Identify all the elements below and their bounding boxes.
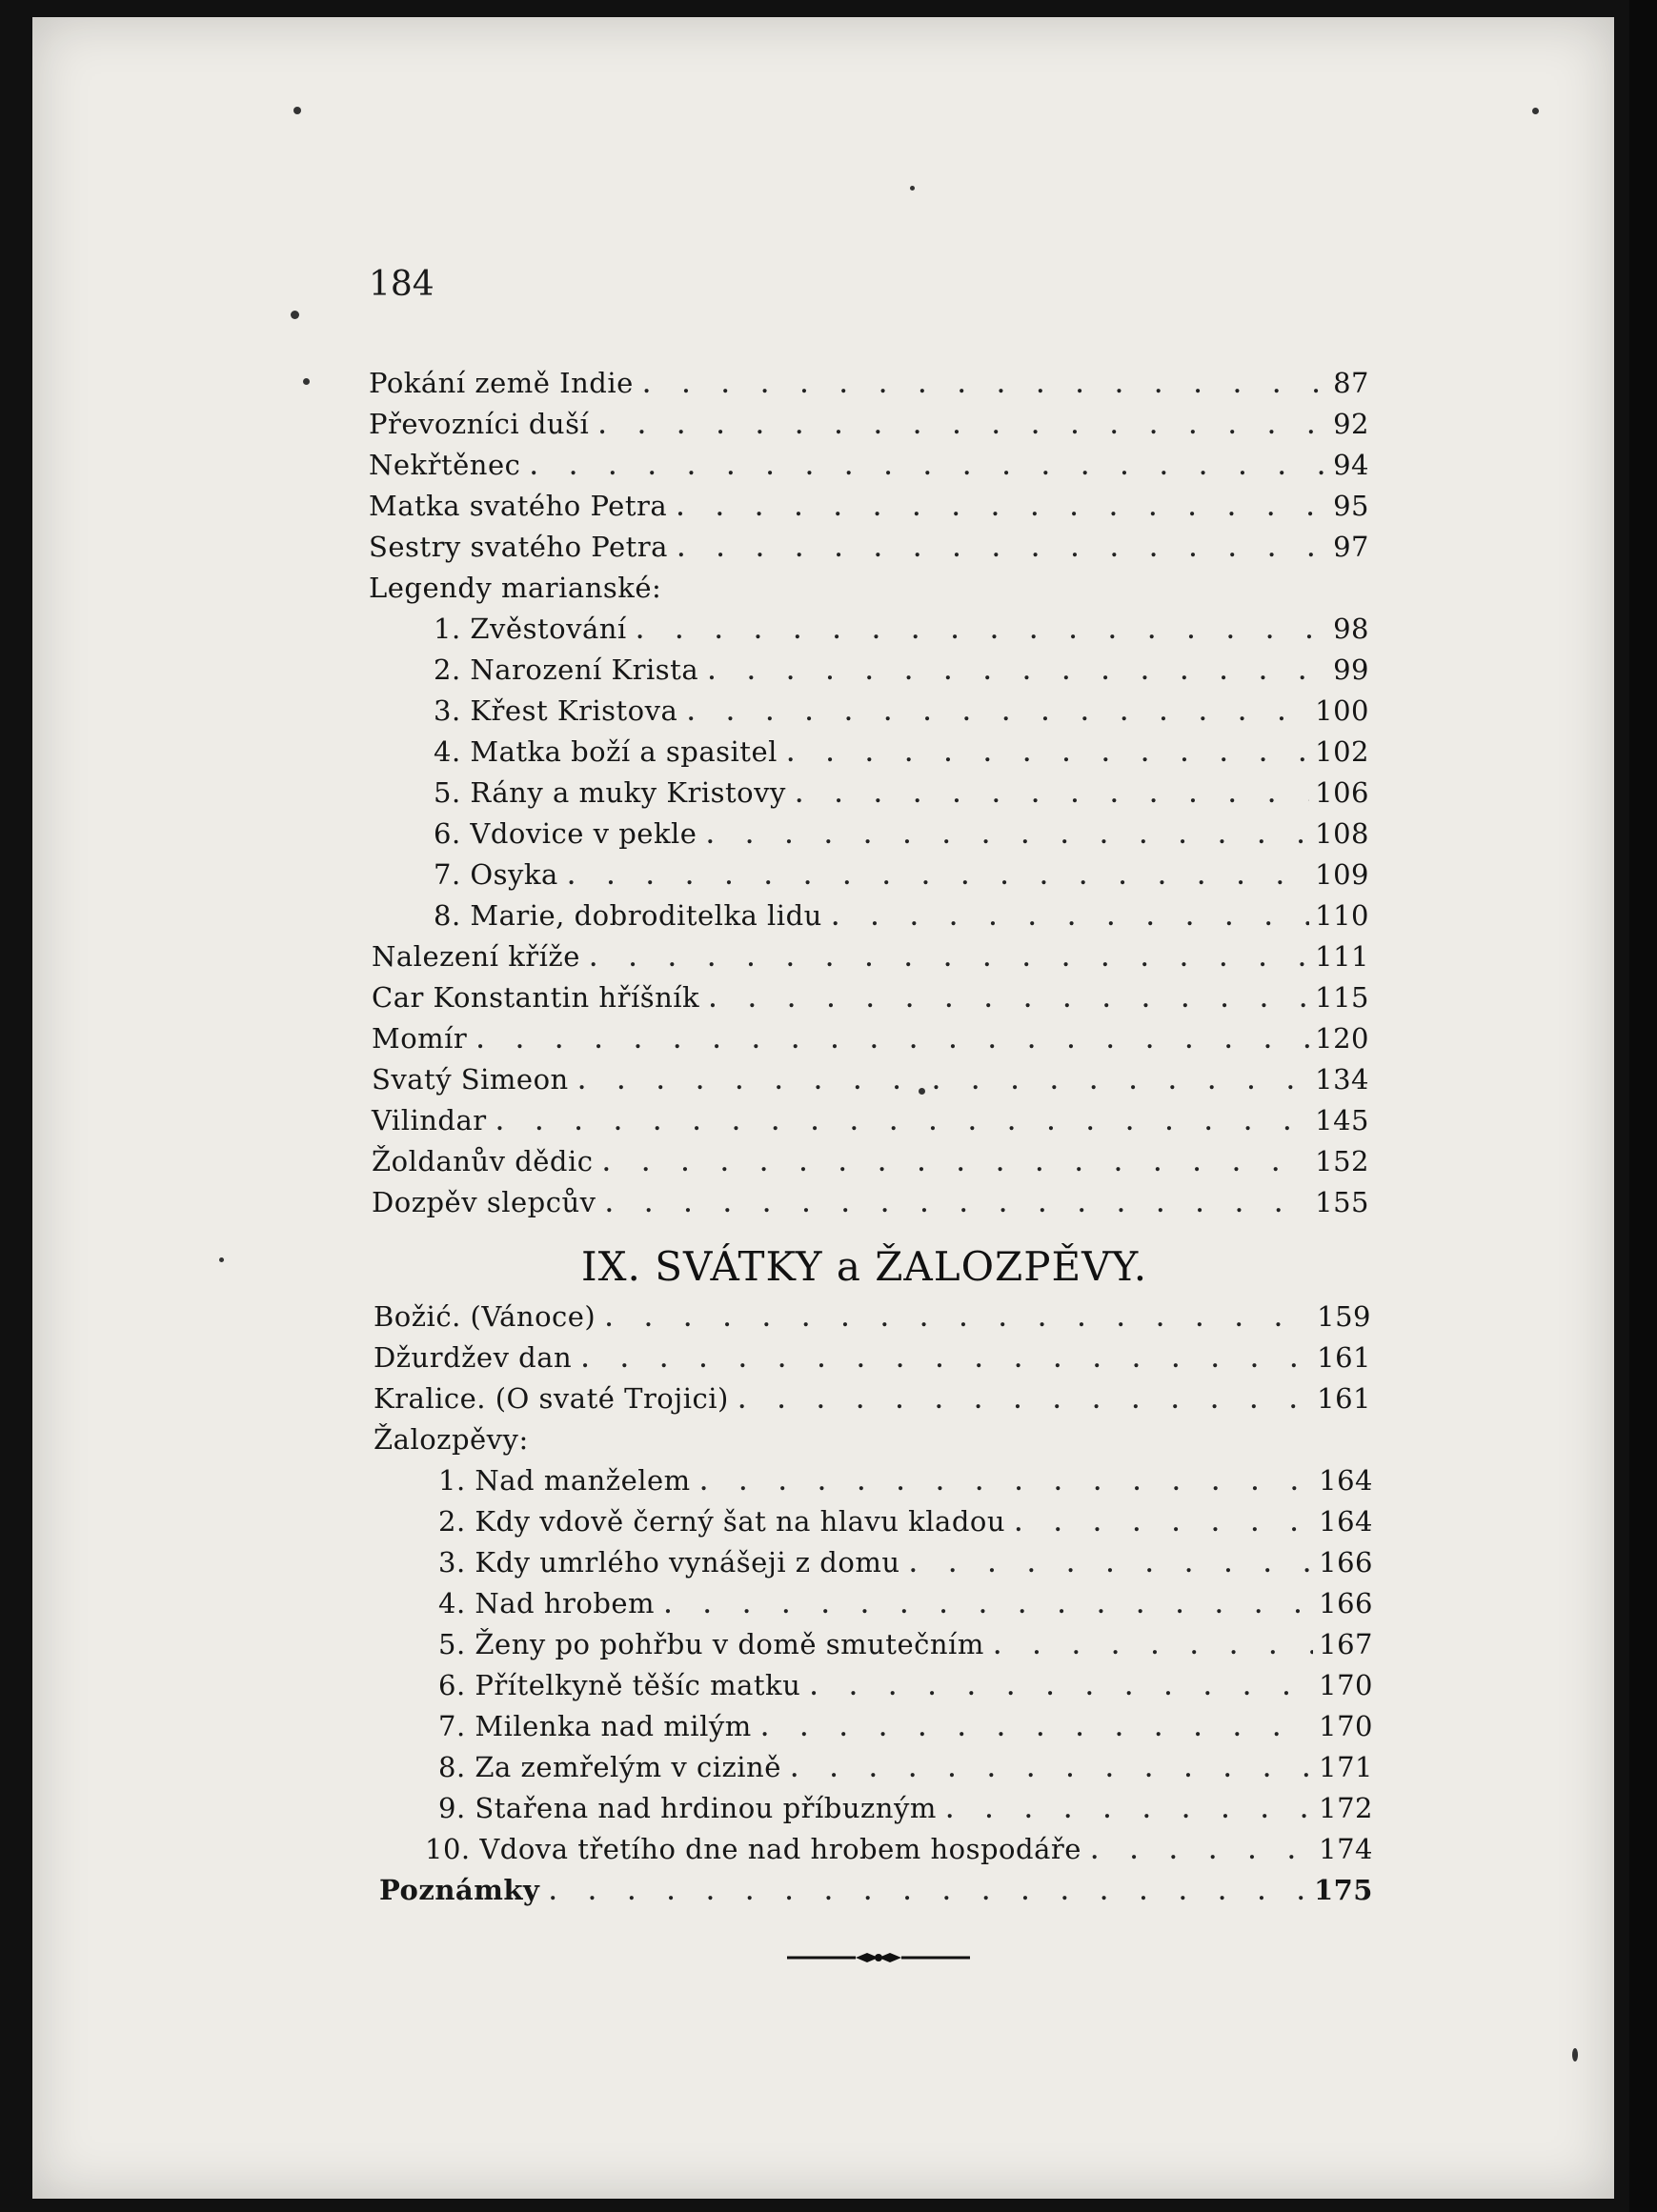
toc-entry-page: 175	[1313, 1874, 1373, 1906]
toc-entry-title: Božić. (Vánoce)	[374, 1300, 596, 1333]
section-heading: IX. SVÁTKY a ŽALOZPĚVY.	[581, 1243, 1148, 1290]
toc-subentry[interactable]	[425, 1833, 1373, 1871]
leader-dots	[709, 988, 1309, 1013]
toc-entry-title: Car Konstantin hříšník	[372, 981, 700, 1014]
toc-entry-title: 9. Stařena nad hrdinou příbuzným	[438, 1792, 937, 1824]
toc-entry-page: 161	[1317, 1382, 1371, 1415]
toc-entry-page: 102	[1315, 735, 1369, 768]
toc-subentry[interactable]	[438, 1751, 1373, 1789]
toc-entry[interactable]	[369, 490, 1369, 528]
toc-entry-page: 172	[1319, 1792, 1373, 1824]
leader-dots	[706, 824, 1309, 849]
toc-entry-page: 110	[1315, 899, 1369, 932]
leader-dots	[810, 1676, 1313, 1700]
toc-entry-page: 100	[1315, 694, 1369, 727]
leader-dots	[598, 414, 1327, 439]
toc-entry-title: 3. Kdy umrlého vynášeji z domu	[438, 1546, 900, 1579]
toc-entry-title: 3. Křest Kristova	[434, 694, 678, 727]
leader-dots	[637, 619, 1327, 644]
toc-entry-title: Nekřtěnec	[369, 449, 521, 481]
toc-entry[interactable]	[374, 1341, 1371, 1379]
toc-subheading: Žalozpěvy:	[374, 1423, 529, 1456]
toc-subentry[interactable]	[438, 1464, 1373, 1502]
toc-entry-page: 99	[1333, 654, 1369, 686]
toc-entry-page: 164	[1319, 1464, 1373, 1497]
scan-speck	[1572, 2048, 1578, 2061]
scan-speck	[291, 311, 299, 319]
toc-entry[interactable]	[369, 367, 1369, 405]
toc-entry-title: 2. Narození Krista	[434, 654, 699, 686]
leader-dots	[761, 1717, 1313, 1741]
leader-dots	[590, 947, 1309, 972]
toc-entry-page: 152	[1315, 1145, 1369, 1177]
toc-entry-page: 106	[1315, 776, 1369, 809]
toc-entry-title: 8. Marie, dobroditelka lidu	[434, 899, 822, 932]
toc-subentry[interactable]	[438, 1505, 1373, 1543]
toc-entry-title: Sestry svatého Petra	[369, 531, 668, 563]
toc-entry-page: 97	[1333, 531, 1369, 563]
leader-dots	[708, 660, 1327, 685]
toc-subentry[interactable]	[438, 1669, 1373, 1707]
toc-subentry[interactable]	[434, 899, 1369, 937]
scan-speck	[219, 1257, 224, 1262]
leader-dots	[1015, 1512, 1313, 1537]
toc-entry-title: 7. Osyka	[434, 858, 558, 891]
toc-subentry[interactable]	[438, 1710, 1373, 1748]
scan-speck	[910, 186, 915, 191]
toc-entry-page: 111	[1315, 940, 1369, 973]
leader-dots	[787, 742, 1309, 767]
toc-entry-page: 161	[1317, 1341, 1371, 1374]
toc-entry[interactable]	[372, 1145, 1369, 1183]
toc-entry-page: 155	[1315, 1186, 1369, 1218]
toc-entry-title: 6. Vdovice v pekle	[434, 817, 697, 850]
toc-entry-title: 5. Rány a muky Kristovy	[434, 776, 786, 809]
toc-entry-page: 98	[1333, 613, 1369, 645]
leader-dots	[476, 1029, 1309, 1054]
toc-entry[interactable]	[379, 1874, 1373, 1912]
leader-dots	[677, 496, 1327, 521]
toc-entry-title: Poznámky	[379, 1874, 540, 1906]
toc-entry-page: 170	[1319, 1669, 1373, 1701]
toc-entry-title: Žoldanův dědic	[372, 1145, 594, 1177]
toc-entry-page: 87	[1333, 367, 1369, 399]
toc-entry-title: 1. Nad manželem	[438, 1464, 691, 1497]
toc-entry-title: Svatý Simeon	[372, 1063, 569, 1096]
toc-subentry[interactable]	[434, 694, 1369, 733]
leader-dots	[578, 1070, 1309, 1095]
toc-entry-title: 4. Nad hrobem	[438, 1587, 656, 1619]
leader-dots	[568, 865, 1309, 890]
toc-entry-page: 166	[1319, 1546, 1373, 1579]
ornament-divider-icon	[787, 1950, 970, 1965]
toc-entry-title: 6. Přítelkyně těšíc matku	[438, 1669, 801, 1701]
toc-subentry[interactable]	[434, 735, 1369, 774]
toc-entry[interactable]	[374, 1300, 1371, 1338]
toc-subentry[interactable]	[434, 858, 1369, 896]
toc-subentry[interactable]	[438, 1546, 1373, 1584]
toc-entry[interactable]	[372, 981, 1369, 1019]
toc-subentry[interactable]	[434, 817, 1369, 855]
leader-dots	[910, 1553, 1314, 1578]
toc-entry[interactable]	[372, 1063, 1369, 1101]
toc-entry-page: 174	[1319, 1833, 1373, 1865]
toc-entry[interactable]	[372, 1022, 1369, 1060]
leader-dots	[832, 906, 1309, 931]
toc-entry-page: 167	[1319, 1628, 1373, 1660]
scan-speck	[293, 107, 301, 114]
toc-entry-page: 166	[1319, 1587, 1373, 1619]
toc-entry[interactable]	[372, 940, 1369, 978]
toc-entry-page: 115	[1315, 981, 1369, 1014]
toc-entry-title: Pokání země Indie	[369, 367, 634, 399]
toc-entry-page: 164	[1319, 1505, 1373, 1538]
toc-subheading: Legendy marianské:	[369, 572, 662, 604]
toc-entry-page: 109	[1315, 858, 1369, 891]
toc-entry-page: 95	[1333, 490, 1369, 522]
leader-dots	[791, 1758, 1313, 1782]
toc-entry[interactable]	[369, 449, 1369, 487]
toc-entry-page: 94	[1333, 449, 1369, 481]
scan-speck	[919, 1088, 925, 1095]
toc-entry-page: 145	[1315, 1104, 1369, 1136]
toc-entry-title: Vilindar	[372, 1104, 487, 1136]
leader-dots	[700, 1471, 1313, 1496]
leader-dots	[606, 1193, 1310, 1217]
toc-entry-title: Džurdžev dan	[374, 1341, 573, 1374]
leader-dots	[603, 1152, 1310, 1176]
toc-entry-page: 171	[1319, 1751, 1373, 1783]
leader-dots	[738, 1389, 1311, 1414]
leader-dots	[605, 1307, 1311, 1332]
toc-entry-title: Momír	[372, 1022, 468, 1055]
toc-entry-page: 134	[1315, 1063, 1369, 1096]
scan-speck	[303, 378, 310, 385]
leader-dots	[643, 373, 1327, 398]
toc-entry-title: 2. Kdy vdově černý šat na hlavu kladou	[438, 1505, 1006, 1538]
toc-entry-title: 10. Vdova třetího dne nad hrobem hospodáře	[425, 1833, 1081, 1865]
toc-entry-title: Kralice. (O svaté Trojici)	[374, 1382, 729, 1415]
toc-subentry[interactable]	[438, 1792, 1373, 1830]
leader-dots	[664, 1594, 1313, 1619]
toc-entry-title: 4. Matka boží a spasitel	[434, 735, 778, 768]
toc-subentry[interactable]	[434, 776, 1369, 814]
toc-entry[interactable]	[369, 408, 1369, 446]
toc-entry-title: Matka svatého Petra	[369, 490, 668, 522]
toc-entry-title: 8. Za zemřelým v cizině	[438, 1751, 781, 1783]
toc-entry-title: Dozpěv slepcův	[372, 1186, 596, 1218]
toc-entry-title: Nalezení kříže	[372, 940, 580, 973]
leader-dots	[677, 537, 1327, 562]
leader-dots	[994, 1635, 1313, 1659]
toc-subentry[interactable]	[438, 1628, 1373, 1666]
leader-dots	[1091, 1840, 1313, 1864]
toc-entry-title: 1. Zvěstování	[434, 613, 627, 645]
toc-entry-title: 5. Ženy po pohřbu v domě smutečním	[438, 1628, 984, 1660]
leader-dots	[581, 1348, 1311, 1373]
toc-subentry[interactable]	[434, 654, 1369, 692]
toc-entry[interactable]	[372, 1104, 1369, 1142]
toc-entry-title: Převozníci duší	[369, 408, 590, 440]
toc-entry-page: 159	[1317, 1300, 1371, 1333]
toc-subentry[interactable]	[438, 1587, 1373, 1625]
toc-entry-page: 170	[1319, 1710, 1373, 1742]
toc-entry-page: 108	[1315, 817, 1369, 850]
toc-entry[interactable]	[372, 1186, 1369, 1224]
toc-entry-title: 7. Milenka nad milým	[438, 1710, 752, 1742]
toc-subentry[interactable]	[434, 613, 1369, 651]
leader-dots	[796, 783, 1309, 808]
toc-entry-page: 92	[1333, 408, 1369, 440]
leader-dots	[496, 1111, 1309, 1136]
leader-dots	[687, 701, 1309, 726]
toc-entry[interactable]	[374, 1382, 1371, 1420]
leader-dots	[549, 1880, 1308, 1905]
leader-dots	[530, 455, 1327, 480]
toc-entry[interactable]	[369, 531, 1369, 569]
page-number: 184	[369, 265, 434, 304]
leader-dots	[946, 1799, 1313, 1823]
toc-entry-page: 120	[1315, 1022, 1369, 1055]
scan-speck	[1532, 108, 1539, 114]
